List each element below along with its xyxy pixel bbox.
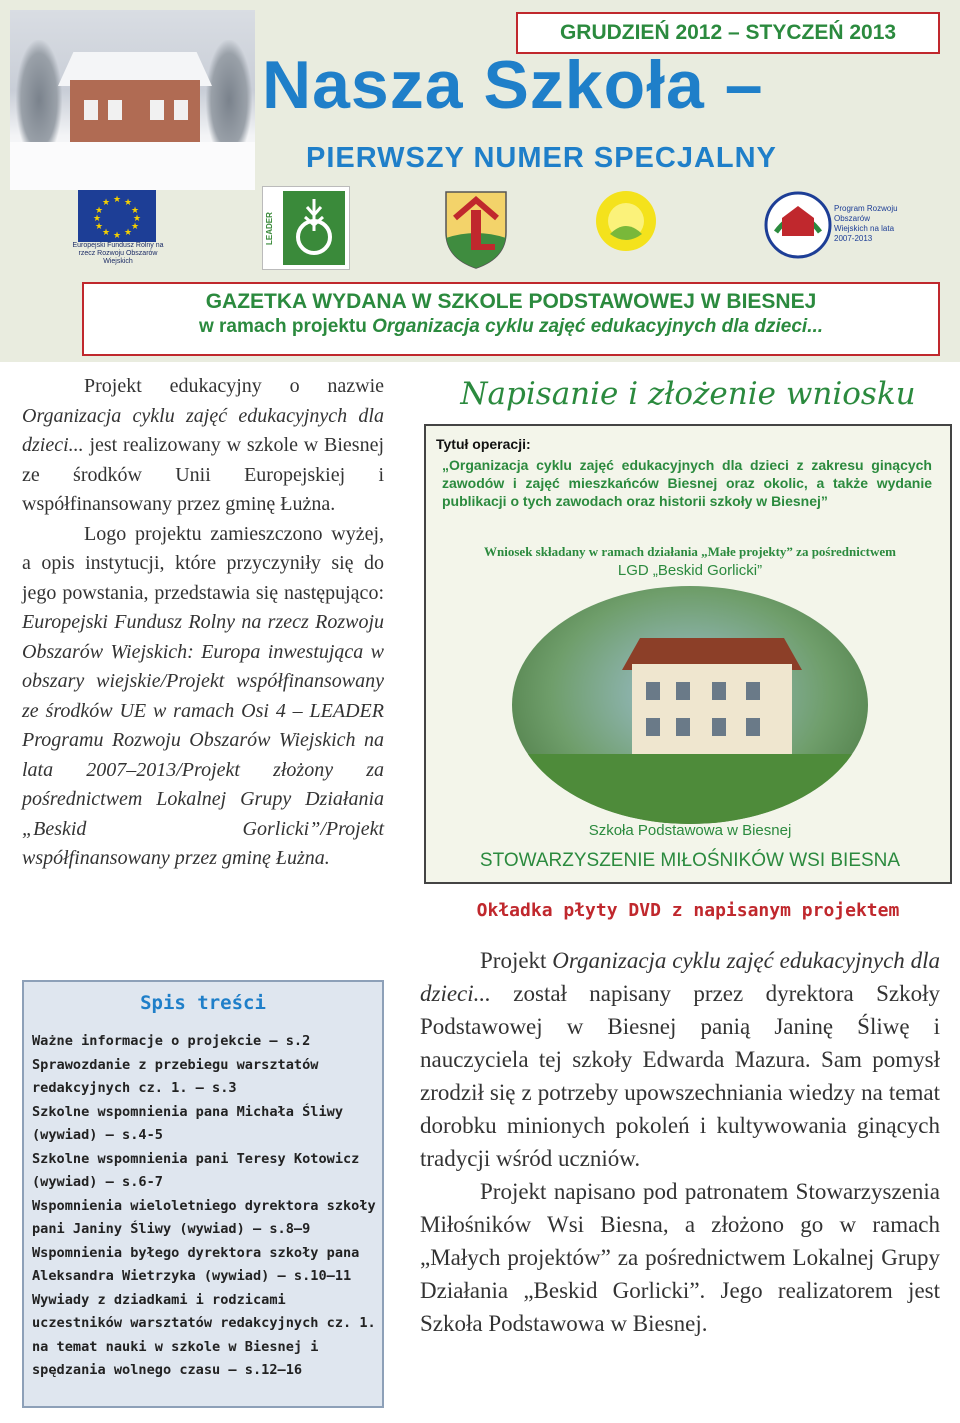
- svg-text:★: ★: [130, 222, 140, 232]
- toc-item[interactable]: Ważne informacje o projekcie — s.2: [32, 1033, 311, 1049]
- header: [0, 0, 960, 362]
- window: [712, 682, 726, 700]
- page-title: Nasza Szkoła –: [262, 47, 764, 123]
- lgd-name: LGD „Beskid Gorlicki”: [617, 562, 763, 579]
- lawn: [512, 754, 868, 824]
- text-span: Logo projektu zamieszczono wyżej, a opis instytucji, które przyczyniły się do jego powstania, przedstawia się następująco:: [22, 522, 384, 604]
- leader-logo: [262, 186, 350, 270]
- gmina-crest-icon: [441, 188, 511, 270]
- prow-circle-icon: [762, 188, 834, 267]
- toc-item[interactable]: Szkolne wspomnienia pani Teresy Kotowicz (wywiad) — s.6-7: [32, 1150, 360, 1190]
- text-span: Projekt edukacyjny o nazwie: [84, 375, 384, 397]
- window: [746, 718, 760, 736]
- dvd-caption: Okładka płyty DVD z napisanym projektem: [476, 900, 900, 921]
- toc-item[interactable]: Wspomnienia wieloletniego dyrektora szkoły pani Janiny Śliwy (wywiad) — s.8–9: [32, 1197, 376, 1237]
- left-column-text: [22, 372, 384, 874]
- operation-title: „Organizacja cyklu zajęć edukacyjnych dla dzieci z zakresu ginących zawodów i zajęć mieszkańców Biesnej oraz okolic, a także wydanie publikacji o tych zawodach oraz historii szkoły w Biesnej”: [442, 457, 932, 509]
- eu-logo: [66, 190, 170, 266]
- gazette-banner: [82, 282, 940, 356]
- toc-item[interactable]: Szkolne wspomnienia pana Michała Śliwy (wywiad) — s.4-5: [32, 1103, 343, 1143]
- window: [676, 682, 690, 700]
- logo-description-paragraph: [22, 520, 384, 874]
- window: [746, 682, 760, 700]
- window: [84, 100, 98, 120]
- toc-title: Spis treści: [140, 992, 266, 1014]
- svg-text:★: ★: [112, 231, 122, 241]
- text-span: jest realizowany w szkole w Biesnej ze środków Unii Europejskiej i współfinansowany przez gminę Łużna.: [22, 434, 384, 515]
- issue-date: GRUDZIEŃ 2012 – STYCZEŃ 2013: [516, 12, 940, 54]
- toc-item[interactable]: Wywiady z dziadkami i rodzicami uczestników warsztatów redakcyjnych cz. 1. na temat nauki w szkole w Biesnej i spędzania wolnego czasu — s.12–16: [32, 1291, 376, 1378]
- window: [676, 718, 690, 736]
- project-name-italic: Organizacja cyklu zajęć edukacyjnych dla dzieci...: [22, 404, 384, 456]
- toc-list: [32, 1030, 382, 1383]
- window: [646, 682, 660, 700]
- leader-text: LEADER: [265, 212, 274, 246]
- authors-paragraph: [420, 944, 940, 1175]
- gazette-line-2: [84, 316, 938, 338]
- svg-text:★: ★: [92, 214, 102, 224]
- svg-text:★: ★: [123, 228, 133, 238]
- gazette-project-name: Organizacja cyklu zajęć edukacyjnych dla dzieci...: [372, 316, 824, 337]
- application-note: Wniosek składany w ramach działania „Małe projekty” za pośrednictwem: [484, 544, 896, 559]
- text-span: Projekt: [480, 948, 553, 973]
- svg-text:★: ★: [101, 228, 111, 238]
- sun-logo-icon: [594, 188, 658, 254]
- intro-paragraph: [22, 372, 384, 520]
- section-title: Napisanie i złożenie wniosku: [460, 376, 916, 412]
- eu-flag-icon: [78, 190, 156, 242]
- svg-text:★: ★: [112, 195, 122, 205]
- school-building: [632, 664, 792, 756]
- gazette-line-1: GAZETKA WYDANA W SZKOLE PODSTAWOWEJ W BIESNEJ: [205, 290, 817, 313]
- svg-text:★: ★: [123, 198, 133, 208]
- school-name: Szkoła Podstawowa w Biesnej: [588, 822, 792, 839]
- gazette-line-2-prefix: w ramach projektu: [198, 316, 367, 337]
- school-summer-photo: [512, 586, 868, 824]
- window: [108, 100, 122, 120]
- prow-caption: Program Rozwoju Obszarów Wiejskich na lata 2007-2013: [834, 204, 898, 243]
- svg-text:★: ★: [132, 214, 142, 224]
- table-of-contents: [22, 980, 384, 1408]
- toc-item[interactable]: Sprawozdanie z przebiegu warsztatów redakcyjnych cz. 1. — s.3: [32, 1056, 319, 1096]
- svg-text:★: ★: [94, 222, 104, 232]
- leader-symbol-icon: [283, 191, 345, 265]
- operation-label: Tytuł operacji:: [436, 436, 531, 452]
- right-column-text: [420, 944, 940, 1340]
- svg-text:★: ★: [101, 198, 111, 208]
- svg-text:★: ★: [130, 206, 140, 216]
- window: [646, 718, 660, 736]
- project-dvd-cover: [424, 424, 952, 884]
- text-span: został napisany przez dyrektora Szkoły Podstawowej w Biesnej panią Janinę Śliwę i nauczyciela tej szkoły Edwarda Mazura. Sam pomysł zrodził się z potrzeby upowszechniania wiedzy na temat dorobku minionych pokoleń i kultywowania ginących tradycji wśród uczniów.: [420, 981, 940, 1171]
- patronage-paragraph: Projekt napisano pod patronatem Stowarzyszenia Miłośników Wsi Biesna, a złożono go w ramach „Małych projektów” za pośrednictwem Lokalnej Grupy Działania „Beskid Gorlicki”. Jego realizatorem jest Szkoła Podstawowa w Biesnej.: [420, 1179, 940, 1336]
- page-subtitle: PIERWSZY NUMER SPECJALNY: [306, 142, 777, 174]
- project-name-italic: Organizacja cyklu zajęć edukacyjnych dla dzieci...: [420, 948, 940, 1006]
- snow-ground: [10, 142, 255, 190]
- institutions-italic: Europejski Fundusz Rolny na rzecz Rozwoju Obszarów Wiejskich: Europa inwestująca w obszary wiejskie/Projekt współfinansowany ze środków UE w ramach Osi 4 – LEADER Programu Rozwoju Obszarów Wiejskich na lata 2007–2013/Projekt złożony za pośrednictwem Lokalnej Grupy Działania „Beskid Gorlicki”/Projekt współfinansowany przez gminę Łużna.: [22, 611, 384, 869]
- toc-item[interactable]: Wspomnienia byłego dyrektora szkoły pana Aleksandra Wietrzyka (wywiad) — s.10–11: [32, 1244, 360, 1284]
- window: [174, 100, 188, 120]
- association-name: STOWARZYSZENIE MIŁOŚNIKÓW WSI BIESNA: [479, 850, 901, 871]
- winter-school-photo: [10, 10, 255, 190]
- eu-caption: Europejski Fundusz Rolny na rzecz Rozwoju Obszarów Wiejskich: [72, 242, 164, 265]
- svg-text:★: ★: [94, 206, 104, 216]
- window: [150, 100, 164, 120]
- prow-logo: [762, 188, 902, 262]
- window: [712, 718, 726, 736]
